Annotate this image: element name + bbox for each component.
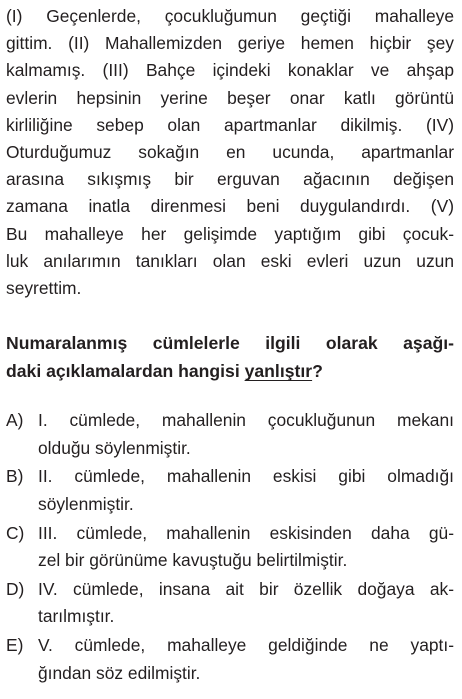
option-d[interactable] <box>6 576 454 631</box>
passage-line: seyrettim. <box>6 278 82 299</box>
option-letter: E) <box>6 634 24 655</box>
option-text: tarılmıştır. <box>38 606 115 627</box>
passage-line: zamana inatla direnmesi beni duygulandırdı. (V) <box>6 196 454 217</box>
option-text: IV. cümlede, insana ait bir özellik doğaya ak- <box>38 578 454 599</box>
option-letter: D) <box>6 578 25 599</box>
option-text: I. cümlede, mahallenin çocukluğunun mekanı <box>38 410 454 431</box>
passage-line: kirliliğine sebep olan apartmanlar dikilmiş. (IV) <box>6 114 454 135</box>
passage-line: arasına sıkışmış bir erguvan ağacının değişen <box>6 169 454 190</box>
option-text: V. cümlede, mahalleye geldiğinde ne yaptı- <box>38 634 454 655</box>
option-text: III. cümlede, mahallenin eskisinden daha gü- <box>38 522 454 543</box>
answer-options <box>6 407 454 687</box>
option-letter: C) <box>6 522 25 543</box>
option-text: II. cümlede, mahallenin eskisi gibi olmadığı <box>38 466 454 487</box>
passage-line: Bu mahalleye her gelişimde yaptığım gibi çocuk- <box>6 223 454 244</box>
question-page <box>6 0 454 688</box>
question-text: daki açıklamalardan hangisi <box>6 361 245 382</box>
option-text: olduğu söylenmiştir. <box>38 437 191 458</box>
question-line: Numaralanmış cümlelerle ilgili olarak aşağı- <box>6 333 454 354</box>
option-text: ğından söz edilmiştir. <box>38 662 201 683</box>
passage-line: evlerin hepsinin yerine beşer onar katlı görüntü <box>6 87 454 108</box>
passage-line: luk anılarımın tanıkları olan eski evleri uzun uzun <box>6 250 454 271</box>
option-a[interactable] <box>6 407 454 462</box>
option-letter: B) <box>6 466 24 487</box>
passage-line: Oturduğumuz sokağın en ucunda, apartmanlar <box>6 142 454 163</box>
question-line <box>6 357 454 385</box>
option-text: söylenmiştir. <box>38 494 134 515</box>
passage-line: kalmamış. (III) Bahçe içindeki konaklar ve ahşap <box>6 60 454 81</box>
option-c[interactable] <box>6 520 454 575</box>
question-emphasis: yanlıştır <box>244 361 313 382</box>
option-b[interactable] <box>6 463 454 518</box>
question-mark: ? <box>312 361 323 382</box>
passage-line: (I) Geçenlerde, çocukluğumun geçtiği mahalleye <box>6 6 454 26</box>
reading-passage <box>6 0 454 302</box>
option-text: zel bir görünüme kavuştuğu belirtilmiştir. <box>38 550 348 571</box>
passage-line: gittim. (II) Mahallemizden geriye hemen hiçbir şey <box>6 33 454 54</box>
option-e[interactable] <box>6 632 454 687</box>
option-letter: A) <box>6 410 24 431</box>
question-stem <box>6 329 454 385</box>
